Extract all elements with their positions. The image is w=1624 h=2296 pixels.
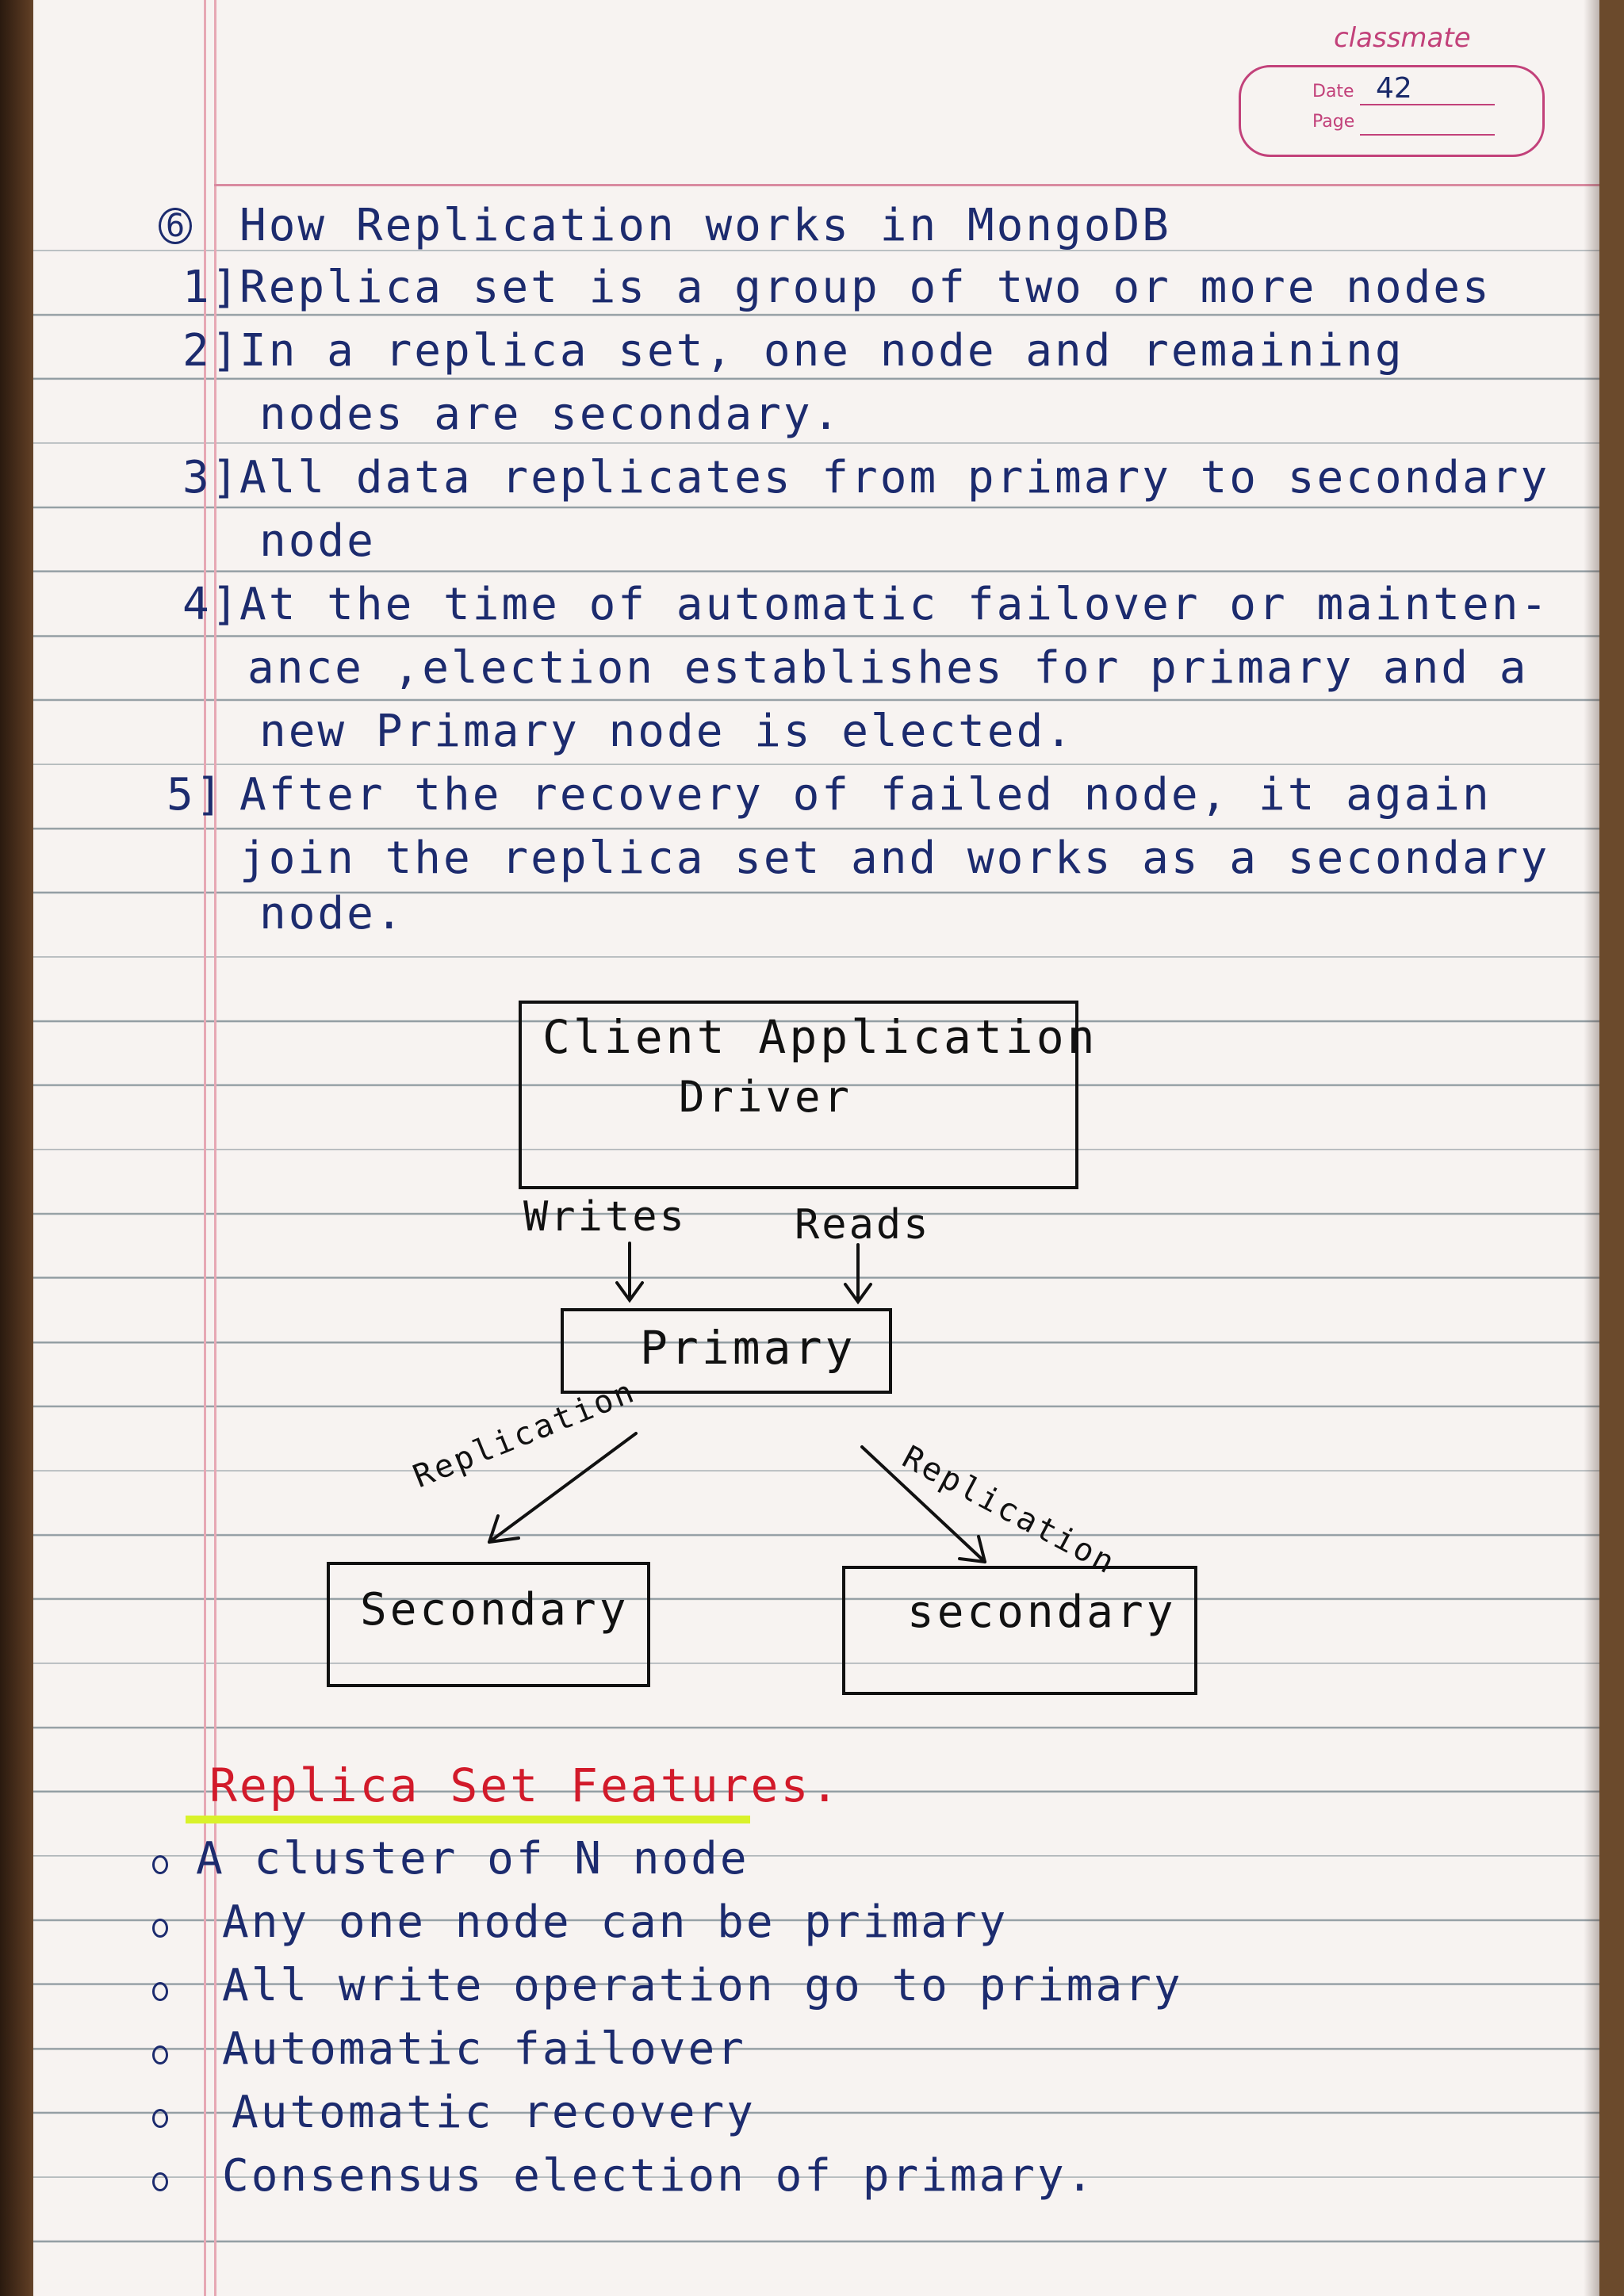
reads-label: Reads bbox=[795, 1201, 931, 1249]
features-heading: Replica Set Features. bbox=[209, 1758, 841, 1812]
diagram-arrows bbox=[33, 0, 1599, 2296]
page-label: Page bbox=[1312, 112, 1355, 132]
replication-label-right: Replication bbox=[896, 1439, 1123, 1582]
feature-item: Consensus election of primary. bbox=[222, 2150, 1096, 2202]
bullet-icon bbox=[152, 1855, 168, 1874]
writes-label: Writes bbox=[523, 1193, 687, 1241]
secondary-label-right: secondary bbox=[907, 1586, 1177, 1638]
date-label: Date bbox=[1312, 82, 1354, 101]
heading-highlight bbox=[186, 1816, 750, 1823]
bullet-icon bbox=[152, 1919, 168, 1938]
point-line: In a replica set, one node and remaining bbox=[239, 325, 1404, 377]
point-number: 4] bbox=[182, 579, 241, 630]
feature-item: All write operation go to primary bbox=[222, 1960, 1183, 2011]
point-number: 1] bbox=[182, 262, 241, 313]
secondary-label-left: Secondary bbox=[360, 1584, 630, 1636]
point-line: ance ,election establishes for primary and a bbox=[247, 642, 1529, 694]
point-line: node. bbox=[259, 888, 405, 939]
point-line: node bbox=[259, 515, 376, 567]
point-line: nodes are secondary. bbox=[259, 388, 842, 440]
point-number: 2] bbox=[182, 325, 241, 377]
feature-item: Automatic recovery bbox=[232, 2087, 756, 2138]
point-number: 3] bbox=[182, 452, 241, 503]
section-marker: 6 bbox=[159, 208, 192, 244]
point-line: At the time of automatic failover or mainten- bbox=[239, 579, 1550, 630]
notebook-page bbox=[33, 0, 1599, 2296]
bullet-icon bbox=[152, 2045, 168, 2064]
bullet-icon bbox=[152, 2172, 168, 2191]
point-line: join the replica set and works as a secondary bbox=[239, 832, 1550, 884]
point-line: After the recovery of failed node, it again bbox=[239, 769, 1492, 821]
replication-label-left: Replication bbox=[408, 1372, 642, 1495]
point-line: Replica set is a group of two or more nodes bbox=[239, 262, 1492, 313]
feature-item: Automatic failover bbox=[222, 2023, 746, 2075]
client-application-label: Client Application bbox=[542, 1010, 1098, 1064]
driver-label: Driver bbox=[679, 1072, 853, 1122]
primary-label: Primary bbox=[640, 1321, 856, 1375]
feature-item: A cluster of N node bbox=[196, 1833, 749, 1885]
section-title: How Replication works in MongoDB bbox=[239, 200, 1171, 251]
point-number: 5] bbox=[167, 769, 225, 821]
feature-item: Any one node can be primary bbox=[222, 1896, 1009, 1948]
point-line: All data replicates from primary to secondary bbox=[239, 452, 1550, 503]
page-number: 42 bbox=[1376, 72, 1412, 105]
point-line: new Primary node is elected. bbox=[259, 706, 1075, 757]
bullet-icon bbox=[152, 2109, 168, 2128]
brand-logo: classmate bbox=[1334, 22, 1471, 54]
bullet-icon bbox=[152, 1982, 168, 2001]
